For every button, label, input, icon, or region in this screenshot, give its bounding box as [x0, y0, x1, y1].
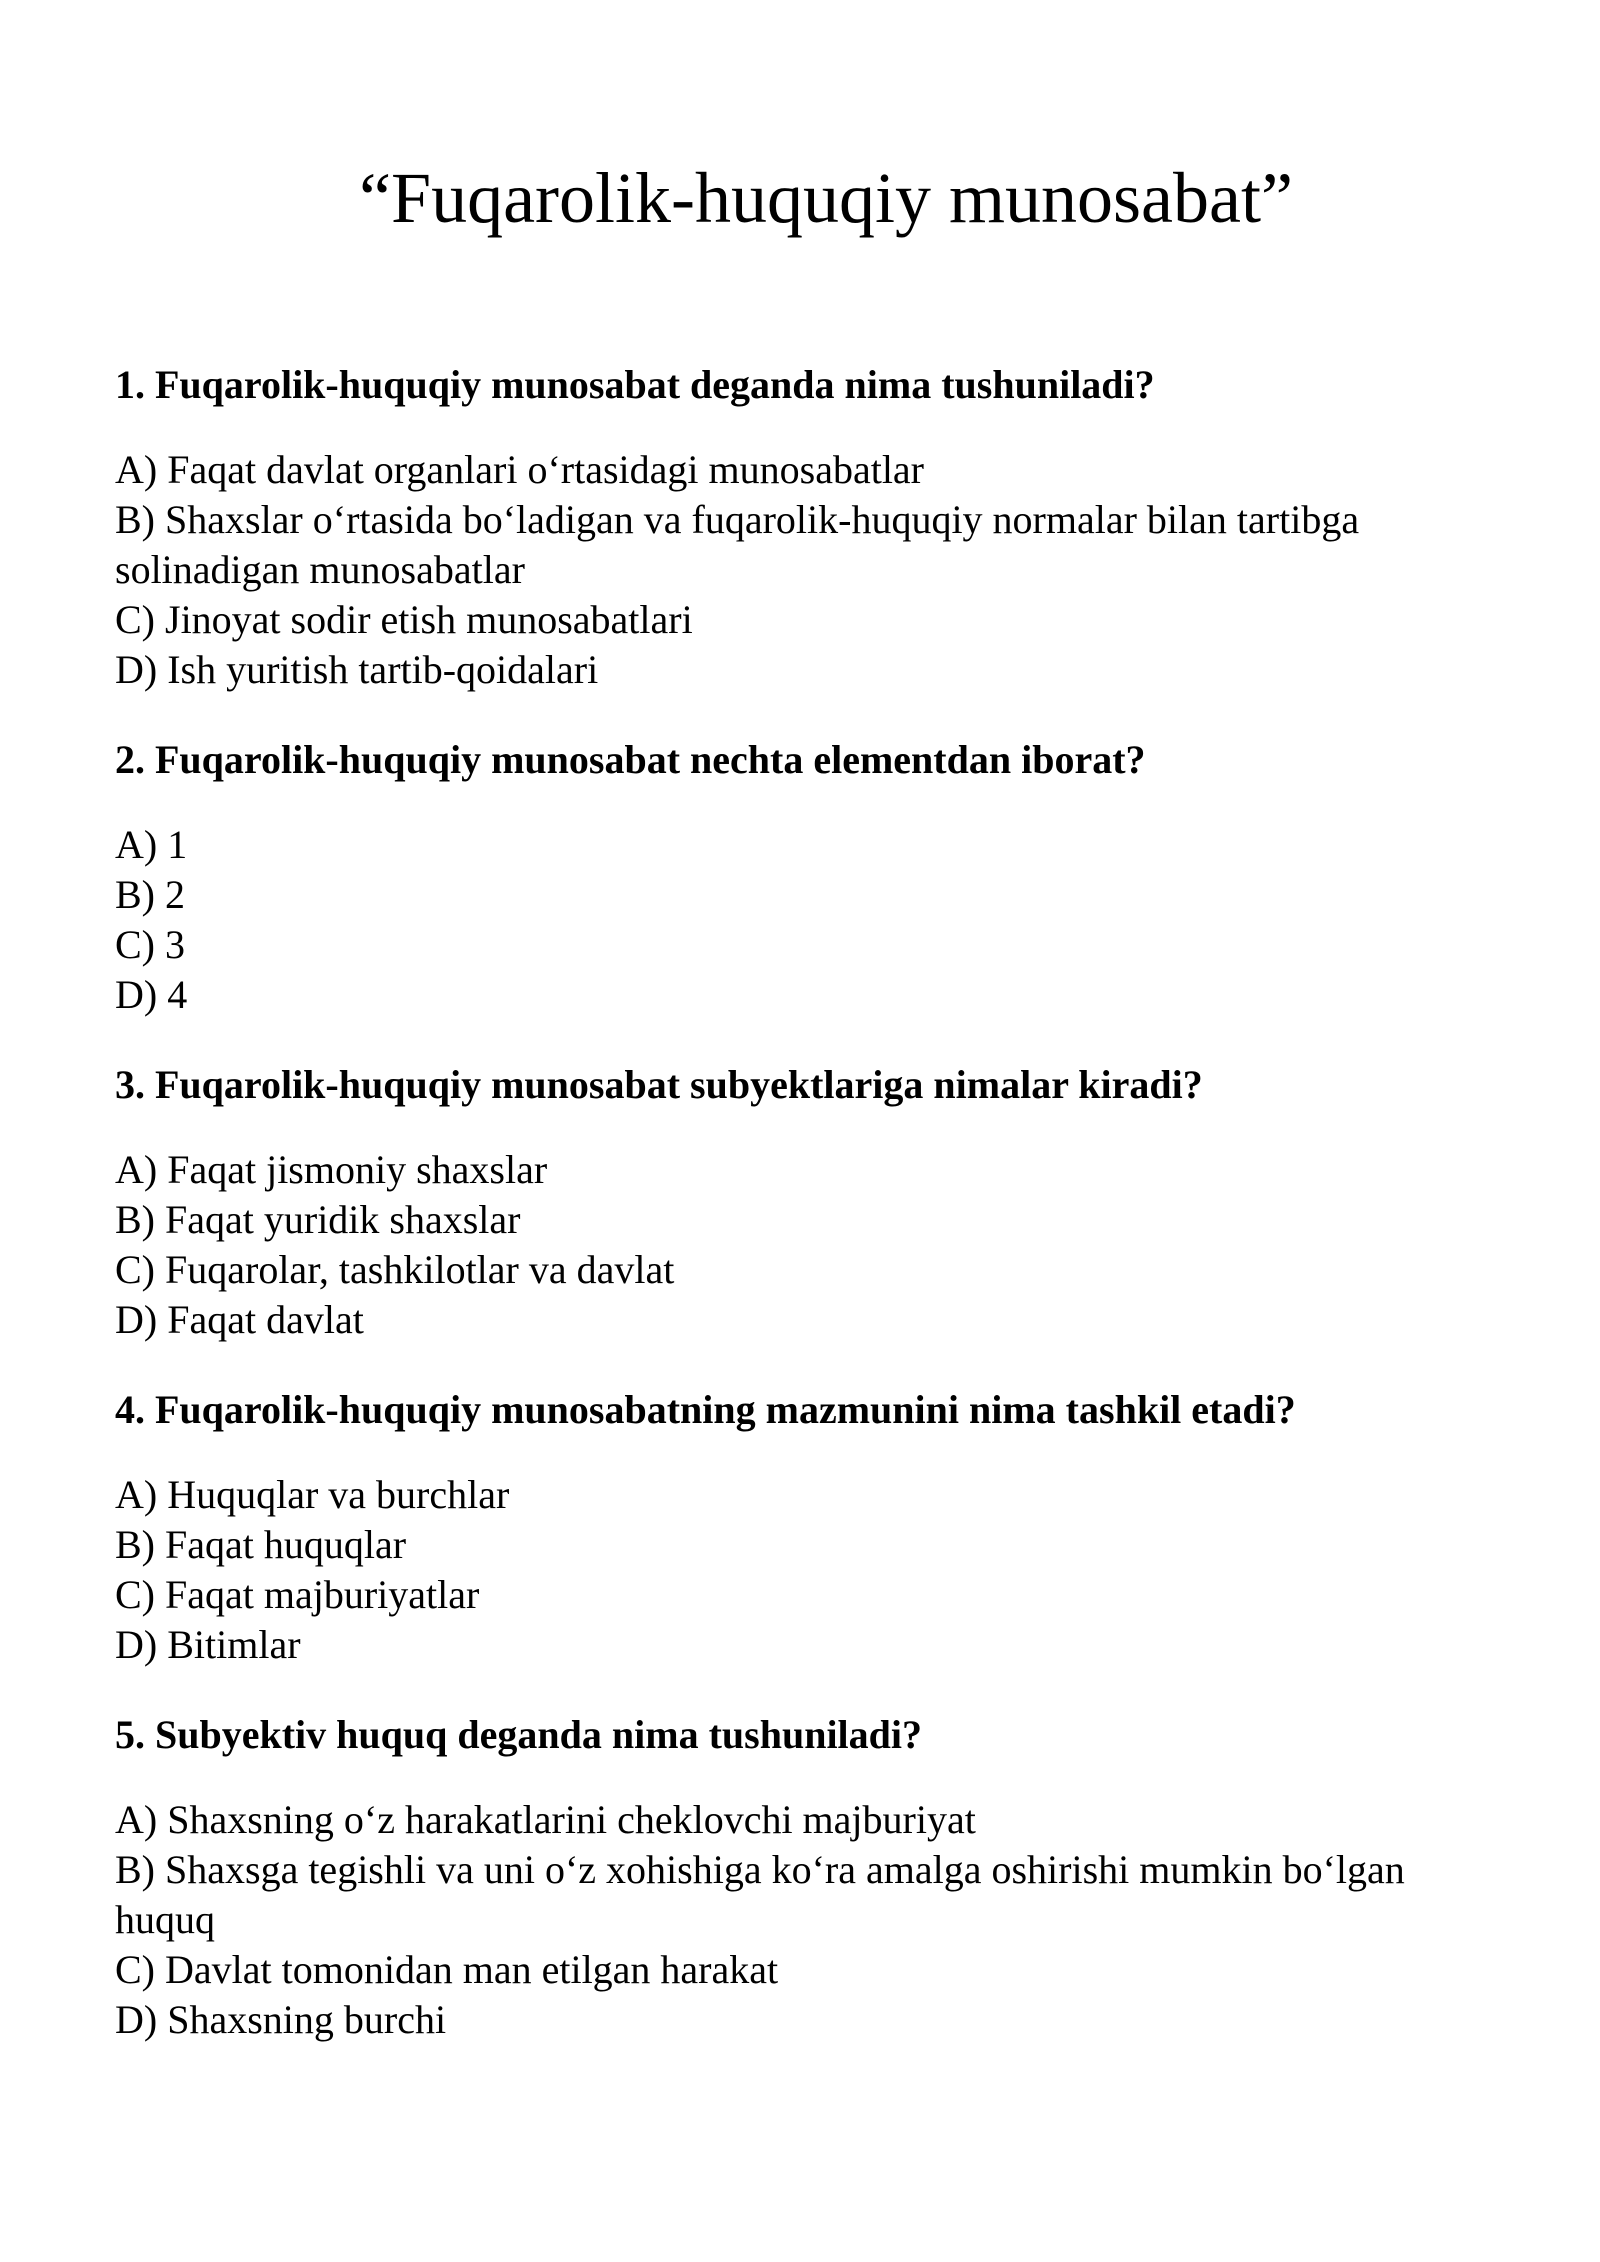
answer-option-d: D) Ish yuritish tartib-qoidalari — [115, 647, 599, 692]
answer-options — [115, 1145, 1495, 1345]
question-text: 4. Fuqarolik-huquqiy munosabatning mazmunini nima tashkil etadi? — [115, 1387, 1296, 1432]
answer-options — [115, 820, 1495, 1020]
answer-option-a: A) Faqat jismoniy shaxslar — [115, 1147, 548, 1192]
answer-option-b: B) 2 — [115, 872, 185, 917]
answer-option-c: C) Fuqarolar, tashkilotlar va davlat — [115, 1247, 675, 1292]
question-block-1 — [115, 360, 1495, 711]
answer-options — [115, 1470, 1495, 1670]
answer-option-c: C) 3 — [115, 922, 185, 967]
answer-option-c: C) Jinoyat sodir etish munosabatlari — [115, 597, 693, 642]
answer-options — [115, 445, 1495, 695]
answer-option-d: D) Shaxsning burchi — [115, 1997, 447, 2042]
question-text: 1. Fuqarolik-huquqiy munosabat deganda nima tushuniladi? — [115, 362, 1155, 407]
answer-option-a: A) Shaxsning o‘z harakatlarini cheklovchi majburiyat — [115, 1797, 976, 1842]
question-text: 2. Fuqarolik-huquqiy munosabat nechta elementdan iborat? — [115, 737, 1146, 782]
question-text: 3. Fuqarolik-huquqiy munosabat subyektlariga nimalar kiradi? — [115, 1062, 1203, 1107]
page-title: “Fuqarolik-huquqiy munosabat” — [359, 158, 1293, 238]
answer-option-b: B) Shaxsga tegishli va uni o‘z xohishiga ko‘ra amalga oshirishi mumkin bo‘lgan huquq — [115, 1847, 1405, 1942]
answer-option-d: D) 4 — [115, 972, 188, 1017]
question-block-3 — [115, 1060, 1495, 1361]
answer-option-b: B) Faqat huquqlar — [115, 1522, 407, 1567]
answer-option-c: C) Davlat tomonidan man etilgan harakat — [115, 1947, 779, 1992]
answer-option-b: B) Shaxslar o‘rtasida bo‘ladigan va fuqarolik-huquqiy normalar bilan tartibga solinadigan munosabatlar — [115, 497, 1360, 592]
question-block-5 — [115, 1710, 1495, 2061]
answer-option-d: D) Bitimlar — [115, 1622, 301, 1667]
answer-option-c: C) Faqat majburiyatlar — [115, 1572, 480, 1617]
question-block-4 — [115, 1385, 1495, 1686]
answer-option-d: D) Faqat davlat — [115, 1297, 364, 1342]
answer-option-a: A) Huquqlar va burchlar — [115, 1472, 510, 1517]
question-block-2 — [115, 735, 1495, 1036]
answer-option-b: B) Faqat yuridik shaxslar — [115, 1197, 521, 1242]
answer-option-a: A) 1 — [115, 822, 188, 867]
question-text: 5. Subyektiv huquq deganda nima tushuniladi? — [115, 1712, 923, 1757]
answer-options — [115, 1795, 1495, 2045]
answer-option-a: A) Faqat davlat organlari o‘rtasidagi munosabatlar — [115, 447, 925, 492]
